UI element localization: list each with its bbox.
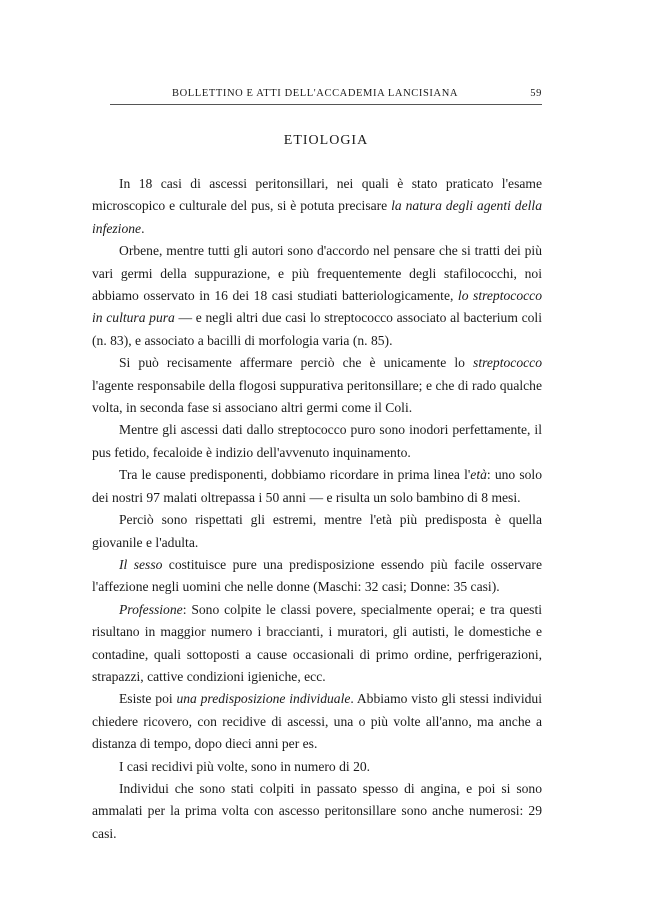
text-run: . xyxy=(141,220,145,236)
paragraph xyxy=(92,688,542,755)
italic-phrase: Il sesso xyxy=(119,556,163,572)
text-run: Tra le cause predisponenti, dobbiamo ricordare in prima linea l' xyxy=(119,467,471,483)
header-rule xyxy=(110,104,542,105)
body-text xyxy=(92,173,542,845)
text-run: : uno solo dei nostri 97 malati oltrepassa i 50 anni — e risulta un solo bambino di 8 mesi. xyxy=(92,467,542,505)
paragraph xyxy=(92,509,542,554)
italic-phrase: una predisposizione individuale xyxy=(176,691,351,707)
text-run: Perciò sono rispettati gli estremi, mentre l'età più predisposta è quella giovanile e l'adulta. xyxy=(92,512,542,550)
paragraph xyxy=(92,778,542,845)
text-run: In 18 casi di ascessi peritonsillari, nei quali è stato praticato l'esame microscopico e culturale del pus, si è potuta precisare xyxy=(92,176,542,214)
text-run: Orbene, mentre tutti gli autori sono d'accordo nel pensare che si tratti dei più vari germi della suppurazione, e più frequentemente degli stafilococchi, noi abbiamo osservato in 16 dei 18 casi studiati batteriologicamente, xyxy=(92,243,542,304)
paragraph xyxy=(92,419,542,464)
paragraph xyxy=(92,599,542,689)
text-run: Si può recisamente affermare perciò che è unicamente lo xyxy=(119,355,474,371)
paragraph xyxy=(92,464,542,509)
paragraph xyxy=(92,554,542,599)
paragraph xyxy=(92,756,542,778)
page-number: 59 xyxy=(530,88,542,99)
running-title: BOLLETTINO E ATTI DELL'ACCADEMIA LANCISIANA xyxy=(172,88,459,99)
text-run: I casi recidivi più volte, sono in numero di 20. xyxy=(119,758,371,774)
section-title: ETIOLOGIA xyxy=(283,133,369,148)
text-run: l'agente responsabile della flogosi suppurativa peritonsillare; e che di rado qualche volta, in seconda fase si associano altri germi come il Coli. xyxy=(92,377,542,416)
text-run: Individui che sono stati colpiti in passato spesso di angina, e poi si sono ammalati per la prima volta con ascesso peritonsillare sono anche numerosi: 29 casi. xyxy=(92,780,542,841)
paragraph xyxy=(92,352,542,419)
text-run: . Abbiamo visto gli stessi individui chiedere ricovero, con recidive di ascessi, una o più volte all'anno, ma anche a distanza di tempo, dopo dieci anni per es. xyxy=(92,691,542,752)
italic-phrase: Professione xyxy=(119,601,183,617)
text-run: costituisce pure una predisposizione essendo più facile osservare l'affezione negli uomini che nelle donne (Maschi: 32 casi; Donne: 35 casi). xyxy=(92,556,542,595)
italic-phrase: la natura degli agenti della infezione xyxy=(92,198,542,236)
paragraph xyxy=(92,173,542,240)
italic-phrase: età xyxy=(470,467,487,483)
text-run: — e negli altri due casi lo streptococco associato al bacterium coli (n. 83), e associato a bacilli di morfologia varia (n. 85). xyxy=(92,310,542,348)
text-run: : Sono colpite le classi povere, specialmente operai; e tra questi risultano in maggior numero i braccianti, i muratori, gli autisti, le domestiche e contadine, quali sottoposti a cause occasionali di primo ordine, perfrigerazioni, strapazzi, cattive condizioni igieniche, ecc. xyxy=(92,601,542,684)
paragraph xyxy=(92,240,542,352)
italic-phrase: streptococco xyxy=(473,355,542,371)
running-header xyxy=(110,88,542,102)
italic-phrase: lo streptococco in cultura pura xyxy=(92,288,542,326)
text-run: Esiste poi xyxy=(119,691,177,707)
text-run: Mentre gli ascessi dati dallo streptococco puro sono inodori perfettamente, il pus fetido, fecaloide è indizio dell'avvenuto inquinamento. xyxy=(92,422,542,460)
